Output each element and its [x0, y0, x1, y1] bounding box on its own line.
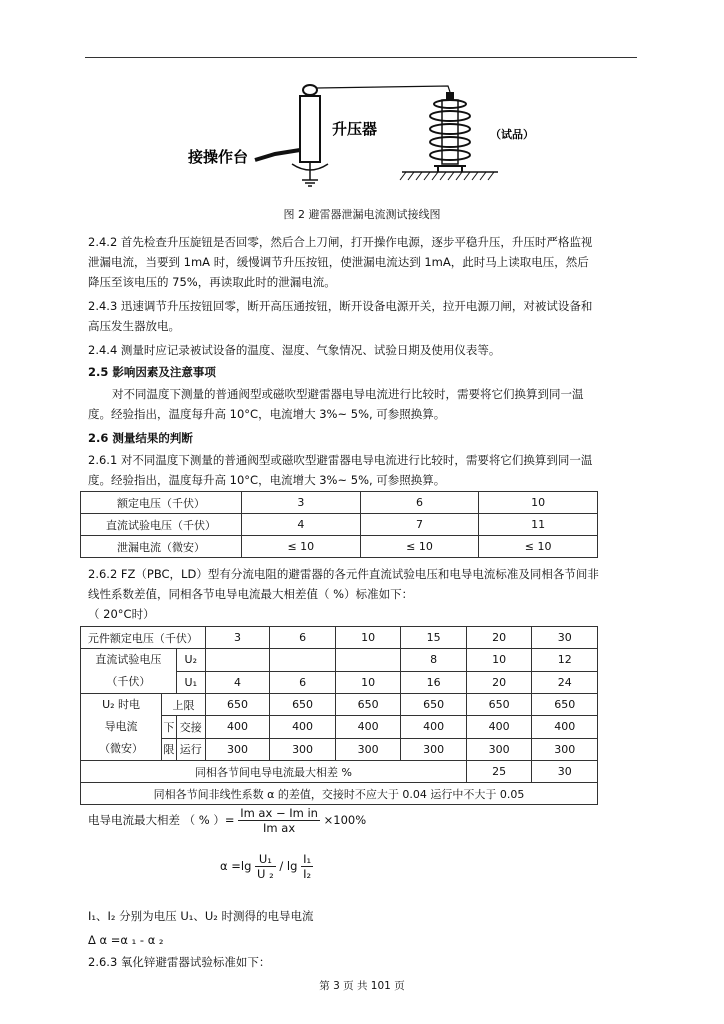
heading-25: 2.5 影响因素及注意事项	[88, 365, 216, 379]
para-delta-alpha: Δ α =α ₁ - α ₂	[88, 933, 164, 947]
para-243-line2: 高压发生器放电。	[88, 319, 180, 333]
wiring-diagram	[180, 80, 540, 200]
sample-label: （试品）	[490, 128, 534, 141]
table-row: 同相各节间非线性系数 α 的差值，交接时不应大于 0.04 运行中不大于 0.05	[81, 783, 598, 805]
para-242-line2: 泄漏电流，当要到 1mA 时，缓慢调节升压按钮，使泄漏电流达到 1mA，此时马上读取电压，然后	[88, 255, 589, 269]
para-261-line1: 2.6.1 对不同温度下测量的普通阀型或磁吹型避雷器电导电流进行比较时，需要将它们换算到同一温	[88, 453, 593, 467]
para-262-line2: 线性系数差值，同相各节电导电流最大相差值（ %）标准如下：	[88, 587, 414, 601]
table-row: 直流试验电压（千伏） 4 7 11	[81, 514, 598, 536]
heading-26: 2.6 测量结果的判断	[88, 431, 193, 445]
console-label: 接操作台	[188, 148, 249, 166]
page-footer: 第 3 页 共 101 页	[319, 980, 405, 992]
table-row: 额定电压（千伏） 3 6 10	[81, 492, 598, 514]
arrester-icon	[430, 92, 470, 172]
para-243-line1: 2.4.3 迅速调节升压按钮回零，断开高压通按钮，断开设备电源开关，拉开电源刀闸，对被试设备和	[88, 299, 593, 313]
formula-max-diff: 电导电流最大相差 （ % ）= $\frac{\text{Im ax − Im in}}{\text{Im ax}}$ ×100%	[88, 806, 367, 835]
table-row: 元件额定电压（千伏） 3 6 10 15 20 30	[81, 627, 598, 649]
table-row: U₁ 4 6 10 16 20 24	[81, 671, 598, 694]
para-262-line1: 2.6.2 FZ（PBC，LD）型有分流电阻的避雷器的各元件直流试验电压和电导电流标准及同相各节间非	[88, 567, 599, 581]
table-row: 下 交接 400 400 400 400 400 400	[81, 716, 598, 738]
table-row: 泄漏电流（微安） ≤ 10 ≤ 10 ≤ 10	[81, 536, 598, 558]
para-262-line3: （ 20°C时）	[88, 607, 155, 621]
header-rule	[85, 57, 637, 58]
formula-alpha: α =lg $\frac{\text{U₁}}{\text{U ₂}}$ / lg $\frac{\text{I₁}}{\text{I₂}}$	[220, 852, 312, 881]
para-242-line1: 2.4.2 首先检查升压旋钮是否回零，然后合上刀闸，打开操作电源，逐步平稳升压，升压时严格监视	[88, 235, 593, 249]
figure-caption: 图 2 避雷器泄漏电流测试接线图	[283, 208, 441, 221]
table-leakage-standard	[80, 491, 598, 558]
table-row: 限 运行 300 300 300 300 300 300	[81, 738, 598, 760]
table-row: U₂ 时电 导电流 （微安） 上限 650 650 650 650 650 650	[81, 694, 598, 716]
table-row: 直流试验电压 （千伏） U₂ 8 10 12	[81, 649, 598, 672]
para-current-def: I₁、I₂ 分别为电压 U₁、U₂ 时测得的电导电流	[88, 909, 314, 923]
para-263: 2.6.3 氧化锌避雷器试验标准如下：	[88, 955, 271, 969]
para-25-line2: 度。经验指出，温度每升高 10°C，电流增大 3%~ 5%, 可参照换算。	[88, 407, 446, 421]
table-row: 同相各节间电导电流最大相差 % 25 30	[81, 761, 598, 783]
wiring-diagram-svg	[180, 80, 540, 200]
table-fz-standard	[80, 626, 598, 805]
para-242-line3: 降压至该电压的 75%，再读取此时的泄漏电流。	[88, 275, 336, 289]
transformer-label: 升压器	[332, 120, 378, 138]
para-261-line2: 度。经验指出，温度每升高 10°C，电流增大 3%~ 5%, 可参照换算。	[88, 473, 446, 487]
para-25-line1: 对不同温度下测量的普通阀型或磁吹型避雷器电导电流进行比较时，需要将它们换算到同一温	[112, 387, 584, 401]
para-244: 2.4.4 测量时应记录被试设备的温度、湿度、气象情况、试验日期及使用仪表等。	[88, 343, 501, 357]
